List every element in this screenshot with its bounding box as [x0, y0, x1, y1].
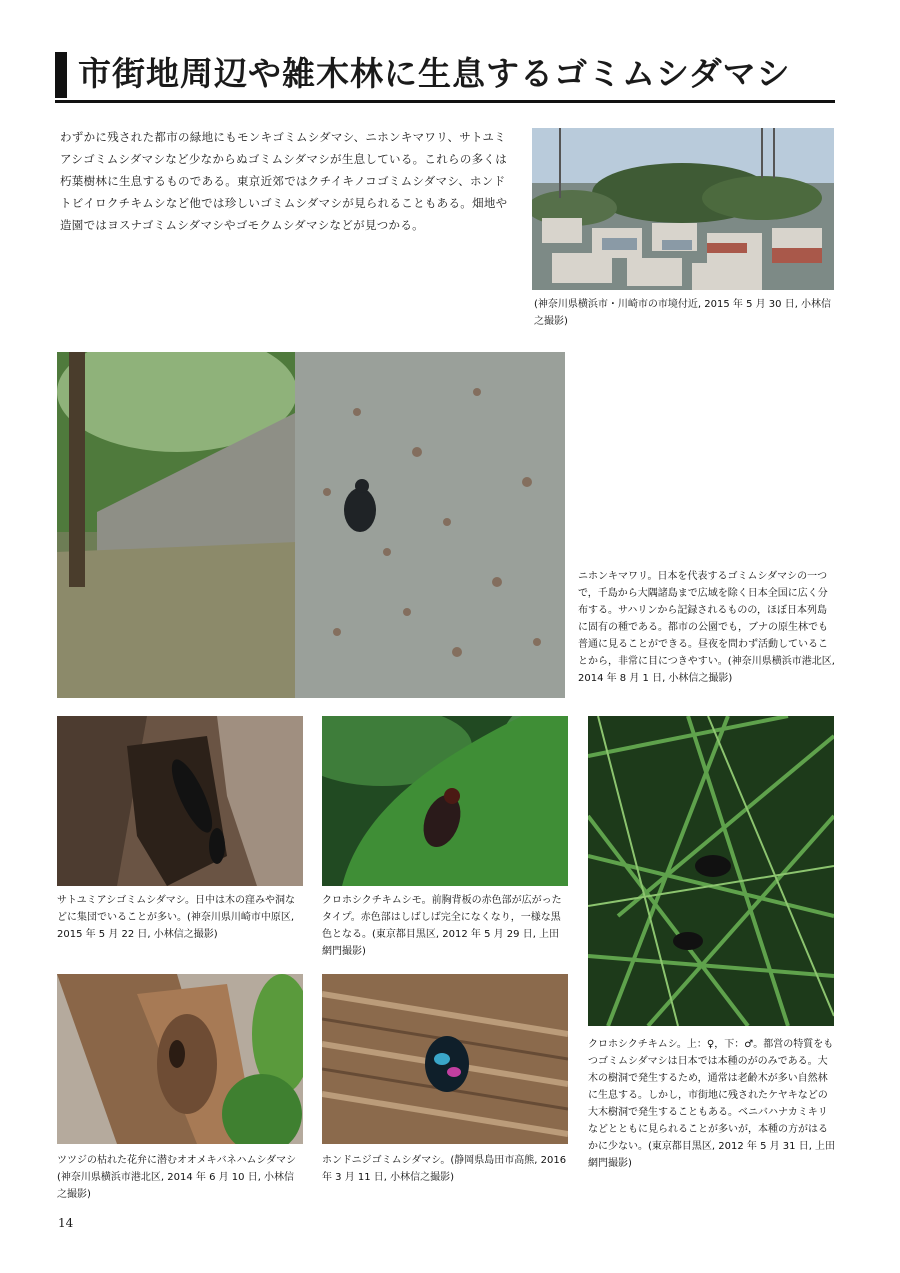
caption-tree-beetle: ニホンキマワリ。日本を代表するゴミムシダマシの一つで，千島から大隅諸島まで広域を除く日本全国に広く分布する。サハリンから記録されるものの，ほぼ日本列島に固有の種である。都市の公園でも，ブナの原生林でも普通に見ることができる。昼夜を問わず活動していることから，非常に目につきやすい。(神奈川県横浜市港北区, 2014 年 8 月 1 日, 小林信之撮影)	[578, 571, 835, 684]
photo-tree-beetle	[57, 352, 565, 698]
title-accent-bar	[55, 52, 67, 98]
caption-kuroboshi-grass: クロホシクチキムシ。上：♀，下：♂。都営の特質をもつゴミムシダマシは日本では本種のがのみである。大木の樹洞で発生するため，通常は老齢木が多い自然林に生息する。しかし，市街地に残されたケヤキなどの大木樹洞で発生することもある。ベニバハナカミキリなどとともに見られることが多いが，本種の方がはるかに少ない。(東京都目黒区, 2012 年 5 月 31 日, 上田網門撮影)	[588, 1039, 836, 1169]
caption-hondo: ホンドニジゴミムシダマシ。(静岡県島田市高熊, 2016 年 3 月 11 日, 小林信之撮影)	[322, 1155, 567, 1183]
photo-satoyumi	[57, 716, 303, 886]
page-number: 14	[58, 1216, 74, 1230]
caption-town: (神奈川県横浜市・川崎市の市境付近, 2015 年 5 月 30 日, 小林信之撮影)	[534, 299, 832, 327]
caption-satoyumi: サトユミアシゴミムシダマシ。日中は木の窪みや洞などに集団でいることが多い。(神奈川県川崎市中原区, 2015 年 5 月 22 日, 小林信之撮影)	[57, 895, 295, 940]
photo-town	[532, 128, 834, 290]
intro-paragraph: わずかに残された都市の緑地にもモンキゴミムシダマシ、ニホンキマワリ、サトユミアシゴミムシダマシなど少なからぬゴミムシダマシが生息している。これらの多くは朽葉樹林に生息するものである。東京近郊ではクチイキノコゴミムシダマシ、ホンドトビイロクチキムシなど他では珍しいゴミムシダマシが見られることもある。畑地や造園ではヨスナゴミムシダマシやゴモクムシダマシなどが見つかる。	[60, 130, 508, 232]
title-underline	[55, 100, 835, 103]
photo-tsutsuji	[57, 974, 303, 1144]
page-title: 市街地周辺や雑木林に生息するゴミムシダマシ	[78, 54, 791, 93]
photo-hondo	[322, 974, 568, 1144]
caption-tsutsuji: ツツジの枯れた花弁に潜むオオメキバネハムシダマシ (神奈川県横浜市港北区, 2014 年 6 月 10 日, 小林信之撮影)	[57, 1155, 297, 1200]
photo-kurohoshi	[322, 716, 568, 886]
photo-kuroboshi-grass	[588, 716, 834, 1026]
caption-kurohoshi: クロホシクチキムシモ。前胸背板の赤色部が広がったタイプ。赤色部はしばしば完全になくなり，一様な黒色となる。(東京都目黒区, 2012 年 5 月 29 日, 上田網門撮影)	[322, 895, 562, 957]
